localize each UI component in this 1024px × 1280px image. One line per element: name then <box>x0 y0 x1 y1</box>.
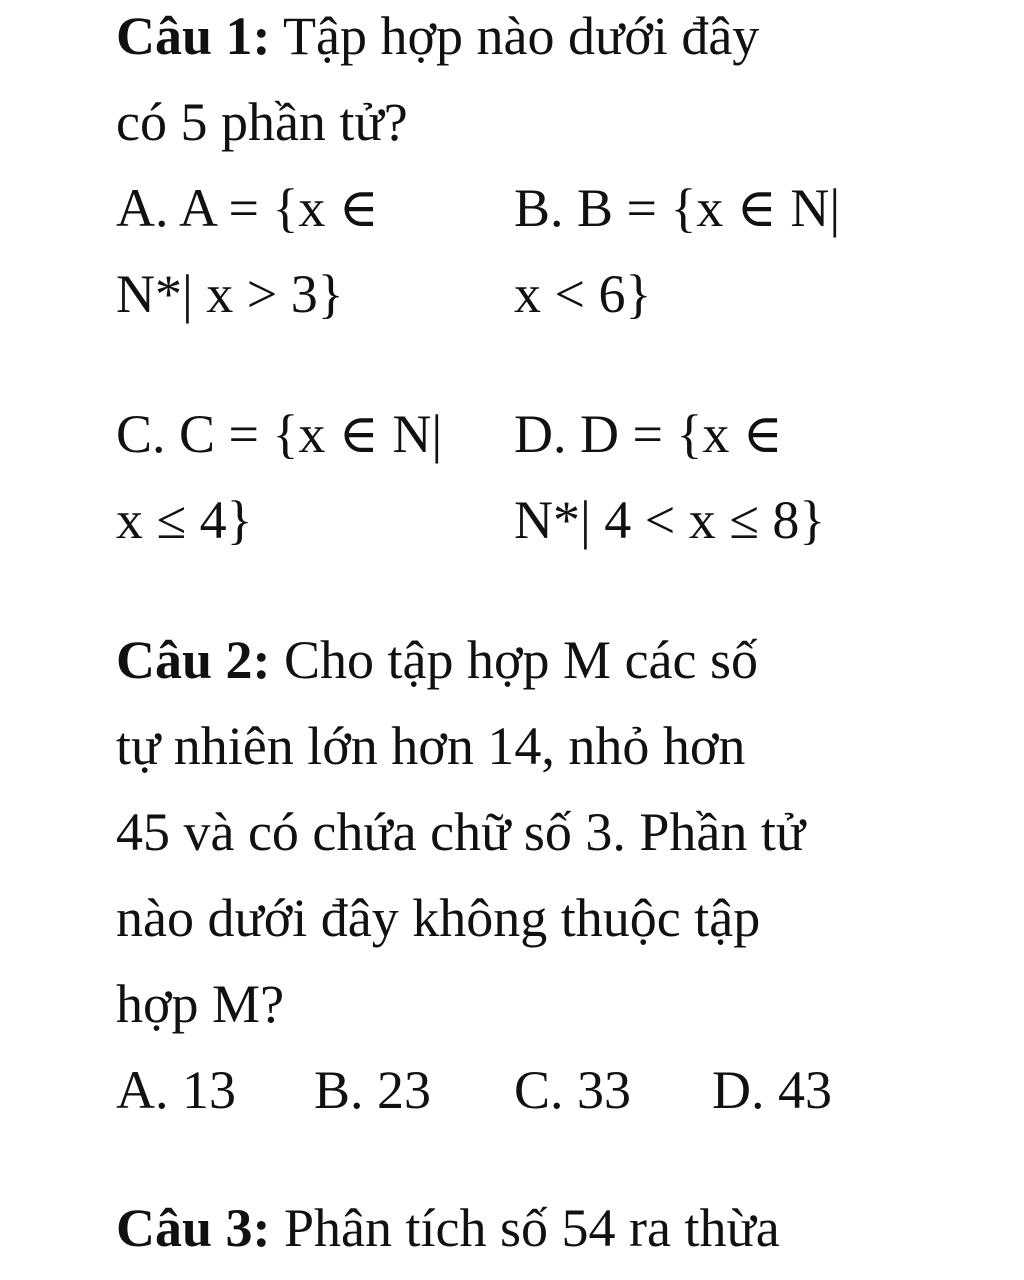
q1-option-a-line-2: N*| x > 3} <box>116 264 344 324</box>
q1-line-1 <box>116 4 759 68</box>
q2-option-a: A. 13 <box>116 1060 236 1120</box>
q2-option-c: C. 33 <box>514 1060 632 1120</box>
q2-option-d: D. 43 <box>712 1060 832 1120</box>
q1-option-a-line-1: A. A = {x ∈ <box>116 178 379 238</box>
q2-line-3: 45 và có chứa chữ số 3. Phần tử <box>116 802 806 862</box>
q1-option-d-line-1: D. D = {x ∈ <box>514 404 783 464</box>
q2-option-b: B. 23 <box>314 1060 432 1120</box>
q1-option-c-line-2: x ≤ 4} <box>116 490 253 550</box>
q1-label: Câu 1: <box>116 6 271 66</box>
q2-line-1 <box>116 628 758 692</box>
q1-option-d-line-2: N*| 4 < x ≤ 8} <box>514 490 826 550</box>
q1-option-b-line-2: x < 6} <box>514 264 652 324</box>
q2-text-1: Cho tập hợp M các số <box>270 630 758 690</box>
q3-line-1 <box>116 1196 780 1260</box>
q2-line-5: hợp M? <box>116 974 285 1034</box>
q2-line-4: nào dưới đây không thuộc tập <box>116 888 761 948</box>
q2-line-2: tự nhiên lớn hơn 14, nhỏ hơn <box>116 716 746 776</box>
q1-option-b-line-1: B. B = {x ∈ N| <box>514 178 841 238</box>
q2-label: Câu 2: <box>116 630 271 690</box>
q1-option-c-line-1: C. C = {x ∈ N| <box>116 404 443 464</box>
q1-text-1: Tập hợp nào dưới đây <box>270 6 760 66</box>
q1-line-2: có 5 phần tử? <box>116 92 408 152</box>
q3-text-1: Phân tích số 54 ra thừa <box>270 1198 780 1258</box>
q3-label: Câu 3: <box>116 1198 271 1258</box>
